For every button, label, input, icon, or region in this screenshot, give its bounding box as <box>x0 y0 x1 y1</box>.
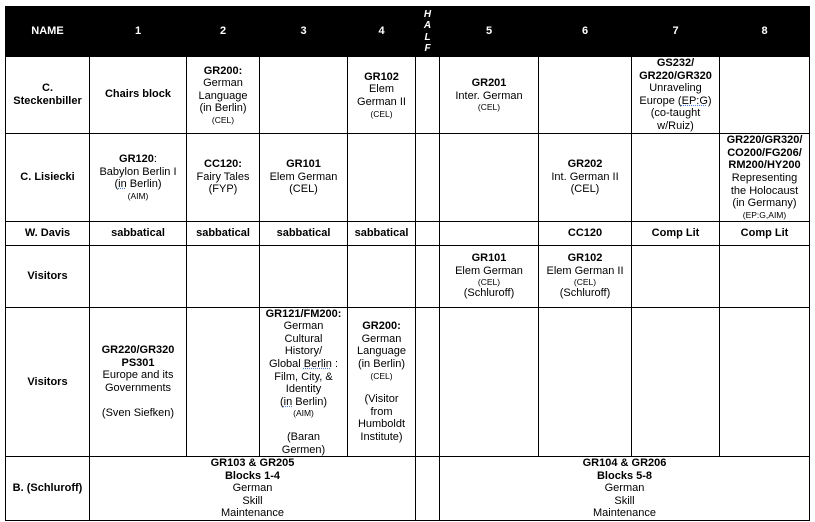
cell-block-3: GR101 Elem German (CEL) <box>260 133 348 221</box>
cell-block-6: GR202 Int. German II (CEL) <box>539 133 632 221</box>
header-block-3: 3 <box>260 7 348 57</box>
cell-block-1 <box>90 245 187 307</box>
row-name: Visitors <box>6 245 90 307</box>
cell-blocks-5-8: GR104 & GR206 Blocks 5-8 German Skill Maintenance <box>440 457 810 521</box>
row-steckenbiller <box>6 57 810 134</box>
half-letter: H <box>423 8 432 20</box>
cell-block-5: GR201 Inter. German (CEL) <box>440 57 539 134</box>
header-block-7: 7 <box>632 7 720 57</box>
cell-block-4 <box>348 133 416 221</box>
header-block-1: 1 <box>90 7 187 57</box>
cell-block-7 <box>632 245 720 307</box>
cell-block-8 <box>720 307 810 457</box>
cell-block-7: Comp Lit <box>632 221 720 245</box>
cell-block-3: sabbatical <box>260 221 348 245</box>
cell-block-2 <box>187 307 260 457</box>
cell-block-3 <box>260 57 348 134</box>
header-block-8: 8 <box>720 7 810 57</box>
cell-block-6: CC120 <box>539 221 632 245</box>
cell-block-2 <box>187 245 260 307</box>
row-visitors-2 <box>6 307 810 457</box>
cell-block-5 <box>440 221 539 245</box>
cell-block-1: Chairs block <box>90 57 187 134</box>
row-name: B. (Schluroff) <box>6 457 90 521</box>
cell-block-3: GR121/FM200: German Cultural History/ Global Berlin : Film, City, & Identity (in Berlin) (AIM) (Baran Germen) <box>260 307 348 457</box>
header-half <box>416 7 440 57</box>
half-letter: F <box>424 43 431 54</box>
cell-block-8: GR220/GR320/ CO200/FG206/ RM200/HY200 Representing the Holocaust (in Germany) (EP:G,AIM) <box>720 133 810 221</box>
cell-half <box>416 457 440 521</box>
cell-block-2: GR200: German Language (in Berlin) (CEL) <box>187 57 260 134</box>
cell-block-1: GR220/GR320 PS301 Europe and its Governments (Sven Siefken) <box>90 307 187 457</box>
cell-block-8 <box>720 245 810 307</box>
header-row <box>6 7 810 57</box>
cell-block-8: Comp Lit <box>720 221 810 245</box>
cell-blocks-1-4: GR103 & GR205 Blocks 1-4 German Skill Maintenance <box>90 457 416 521</box>
cell-half <box>416 307 440 457</box>
row-lisiecki <box>6 133 810 221</box>
cell-block-5 <box>440 133 539 221</box>
cell-half <box>416 221 440 245</box>
cell-block-4: GR200: German Language (in Berlin) (CEL) (Visitor from Humboldt Institute) <box>348 307 416 457</box>
cell-block-6 <box>539 307 632 457</box>
cell-block-2: sabbatical <box>187 221 260 245</box>
cell-half <box>416 245 440 307</box>
cell-block-7 <box>632 307 720 457</box>
header-block-6: 6 <box>539 7 632 57</box>
cell-block-6 <box>539 57 632 134</box>
row-schluroff <box>6 457 810 521</box>
cell-block-4: GR102 Elem German II (CEL) <box>348 57 416 134</box>
half-letter: L <box>424 31 431 43</box>
half-letter: A <box>423 20 432 31</box>
cell-half <box>416 57 440 134</box>
header-block-2: 2 <box>187 7 260 57</box>
header-block-5: 5 <box>440 7 539 57</box>
schedule-table <box>5 6 810 521</box>
header-block-4: 4 <box>348 7 416 57</box>
cell-block-5: GR101 Elem German (CEL) (Schluroff) <box>440 245 539 307</box>
cell-block-7 <box>632 133 720 221</box>
cell-half <box>416 133 440 221</box>
row-name: Visitors <box>6 307 90 457</box>
cell-block-7: GS232/ GR220/GR320 Unraveling Europe (EP:G) (co-taught w/Ruiz) <box>632 57 720 134</box>
row-name: C. Steckenbiller <box>6 57 90 134</box>
header-name: NAME <box>6 7 90 57</box>
cell-block-3 <box>260 245 348 307</box>
row-name: C. Lisiecki <box>6 133 90 221</box>
cell-block-5 <box>440 307 539 457</box>
cell-block-8 <box>720 57 810 134</box>
row-name: W. Davis <box>6 221 90 245</box>
cell-block-1: sabbatical <box>90 221 187 245</box>
cell-block-4 <box>348 245 416 307</box>
row-davis <box>6 221 810 245</box>
cell-block-2: CC120: Fairy Tales (FYP) <box>187 133 260 221</box>
cell-block-6: GR102 Elem German II (CEL) (Schluroff) <box>539 245 632 307</box>
cell-block-1: GR120: Babylon Berlin I (in Berlin) (AIM) <box>90 133 187 221</box>
row-visitors-1 <box>6 245 810 307</box>
cell-block-4: sabbatical <box>348 221 416 245</box>
